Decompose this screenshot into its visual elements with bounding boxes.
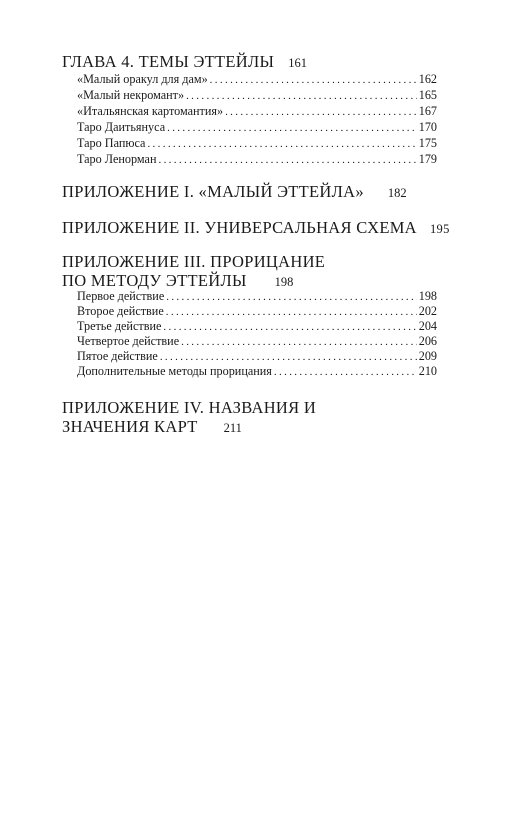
toc-entry-label: «Малый некромант» xyxy=(77,88,185,102)
chapter-4-heading[interactable] xyxy=(62,52,307,73)
toc-entry[interactable] xyxy=(77,152,437,169)
appendix-3-title-line-2: ПО МЕТОДУ ЭТТЕЙЛЫ xyxy=(62,271,247,290)
appendix-2-title: ПРИЛОЖЕНИЕ II. УНИВЕРСАЛЬНАЯ СХЕМА xyxy=(62,218,417,237)
dot-leader xyxy=(225,105,417,121)
toc-entry-page: 206 xyxy=(418,334,437,348)
dot-leader xyxy=(186,89,417,105)
toc-entry-page: 204 xyxy=(418,319,437,333)
toc-entry-page: 179 xyxy=(418,152,437,166)
dot-leader xyxy=(167,121,417,137)
dot-leader xyxy=(210,73,417,89)
toc-entry-page: 175 xyxy=(418,136,437,150)
appendix-1-title: ПРИЛОЖЕНИЕ I. «МАЛЫЙ ЭТТЕЙЛА» xyxy=(62,182,364,201)
chapter-4-page: 161 xyxy=(288,56,307,70)
toc-entry[interactable] xyxy=(77,120,437,137)
appendix-4-title-line-2: ЗНАЧЕНИЯ КАРТ xyxy=(62,417,198,436)
appendix-1-page: 182 xyxy=(387,186,407,200)
toc-entry-page: 198 xyxy=(418,289,437,303)
chapter-4-title: ГЛАВА 4. ТЕМЫ ЭТТЕЙЛЫ xyxy=(62,52,275,71)
toc-entry[interactable] xyxy=(77,104,437,121)
toc-entry-label: «Итальянская картомантия» xyxy=(77,104,224,118)
toc-entry-label: Таро Даитьянуса xyxy=(77,120,166,134)
appendix-4-heading[interactable] xyxy=(62,398,316,438)
toc-entry-label: Первое действие xyxy=(77,289,165,303)
appendix-1-heading[interactable] xyxy=(62,182,407,203)
toc-entry[interactable] xyxy=(77,88,437,105)
dot-leader xyxy=(158,153,416,169)
toc-entry-label: Дополнительные методы прорицания xyxy=(77,364,272,378)
toc-entry-label: Второе действие xyxy=(77,304,164,318)
appendix-2-page: 195 xyxy=(430,222,450,236)
toc-entry[interactable] xyxy=(77,72,437,89)
toc-entry-page: 202 xyxy=(418,304,437,318)
toc-entry-label: Третье действие xyxy=(77,319,162,333)
appendix-4-title-line-1: ПРИЛОЖЕНИЕ IV. НАЗВАНИЯ И xyxy=(62,398,317,417)
toc-entry-page: 210 xyxy=(418,364,437,378)
toc-entry-page: 167 xyxy=(418,104,437,118)
dot-leader xyxy=(274,365,417,381)
toc-entry-label: Таро Папюса xyxy=(77,136,146,150)
appendix-4-page: 211 xyxy=(223,421,242,435)
toc-entry-label: Пятое действие xyxy=(77,349,158,363)
toc-entry-label: Четвертое действие xyxy=(77,334,180,348)
toc-entry[interactable] xyxy=(77,364,437,381)
toc-entry-page: 209 xyxy=(418,349,437,363)
toc-entry-label: «Малый оракул для дам» xyxy=(77,72,208,86)
toc-entry-label: Таро Ленорман xyxy=(77,152,157,166)
appendix-3-heading[interactable] xyxy=(62,252,325,292)
appendix-3-title-line-1: ПРИЛОЖЕНИЕ III. ПРОРИЦАНИЕ xyxy=(62,252,326,271)
toc-entry[interactable] xyxy=(77,136,437,153)
toc-entry-page: 165 xyxy=(418,88,437,102)
appendix-3-page: 198 xyxy=(274,275,294,289)
dot-leader xyxy=(147,137,416,153)
toc-entry-page: 162 xyxy=(418,72,437,86)
toc-entry-page: 170 xyxy=(418,120,437,134)
appendix-2-heading[interactable] xyxy=(62,218,452,237)
